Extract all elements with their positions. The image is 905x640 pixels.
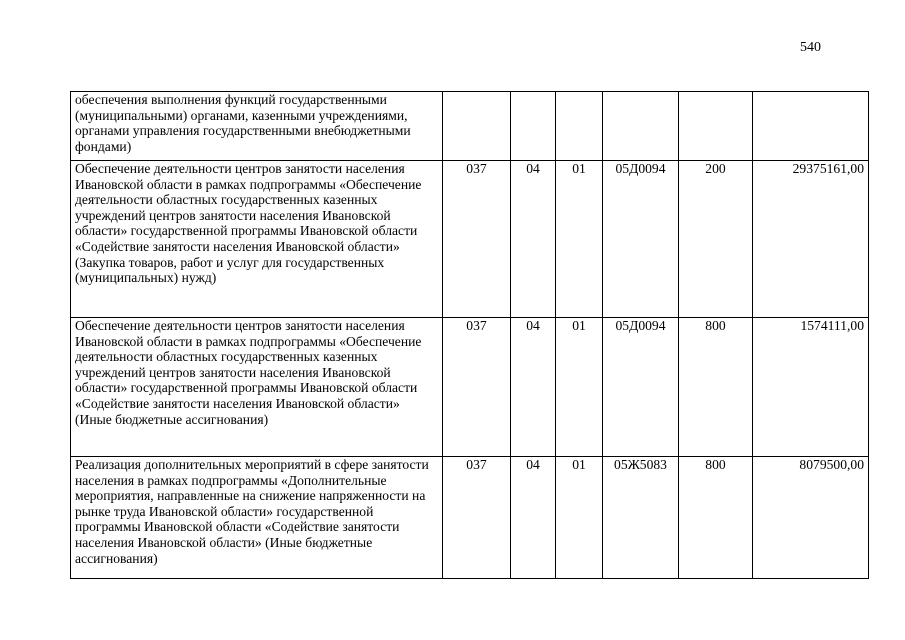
row-amount: 1574111,00 xyxy=(753,318,869,457)
budget-table xyxy=(70,91,869,579)
row-ministry-code: 037 xyxy=(443,318,511,457)
table-row xyxy=(71,92,869,161)
table-row xyxy=(71,457,869,579)
row-ministry-code: 037 xyxy=(443,161,511,318)
row-section-code: 04 xyxy=(511,318,556,457)
page-number: 540 xyxy=(800,40,821,55)
row-expense-type: 200 xyxy=(679,161,753,318)
row-ministry-code xyxy=(443,92,511,161)
row-description: Обеспечение деятельности центров занятости населения Ивановской области в рамках подпрограммы «Обеспечение деятельности областных государственных казенных учреждений центров занятости населения Ивановской области» государственной программы Ивановской области «Содействие занятости населения Ивановской области» (Закупка товаров, работ и услуг для государственных (муниципальных) нужд) xyxy=(71,161,443,318)
row-section-code xyxy=(511,92,556,161)
table-row xyxy=(71,318,869,457)
row-section-code: 04 xyxy=(511,457,556,579)
row-expense-type: 800 xyxy=(679,457,753,579)
row-description: обеспечения выполнения функций государственными (муниципальными) органами, казенными учреждениями, органами управления государственными внебюджетными фондами) xyxy=(71,92,443,161)
row-description: Реализация дополнительных мероприятий в сфере занятости населения в рамках подпрограммы «Дополнительные мероприятия, направленные на снижение напряженности на рынке труда Ивановской области» государственной программы Ивановской области «Содействие занятости населения Ивановской области» (Иные бюджетные ассигнования) xyxy=(71,457,443,579)
row-description: Обеспечение деятельности центров занятости населения Ивановской области в рамках подпрограммы «Обеспечение деятельности областных государственных казенных учреждений центров занятости населения Ивановской области» государственной программы Ивановской области «Содействие занятости населения Ивановской области» (Иные бюджетные ассигнования) xyxy=(71,318,443,457)
row-target-code: 05Д0094 xyxy=(603,161,679,318)
row-subsection-code: 01 xyxy=(556,457,603,579)
row-target-code: 05Ж5083 xyxy=(603,457,679,579)
row-subsection-code xyxy=(556,92,603,161)
row-target-code: 05Д0094 xyxy=(603,318,679,457)
row-amount: 8079500,00 xyxy=(753,457,869,579)
row-subsection-code: 01 xyxy=(556,161,603,318)
table-row xyxy=(71,161,869,318)
row-amount xyxy=(753,92,869,161)
row-target-code xyxy=(603,92,679,161)
row-ministry-code: 037 xyxy=(443,457,511,579)
row-expense-type xyxy=(679,92,753,161)
row-amount: 29375161,00 xyxy=(753,161,869,318)
row-section-code: 04 xyxy=(511,161,556,318)
row-expense-type: 800 xyxy=(679,318,753,457)
row-subsection-code: 01 xyxy=(556,318,603,457)
